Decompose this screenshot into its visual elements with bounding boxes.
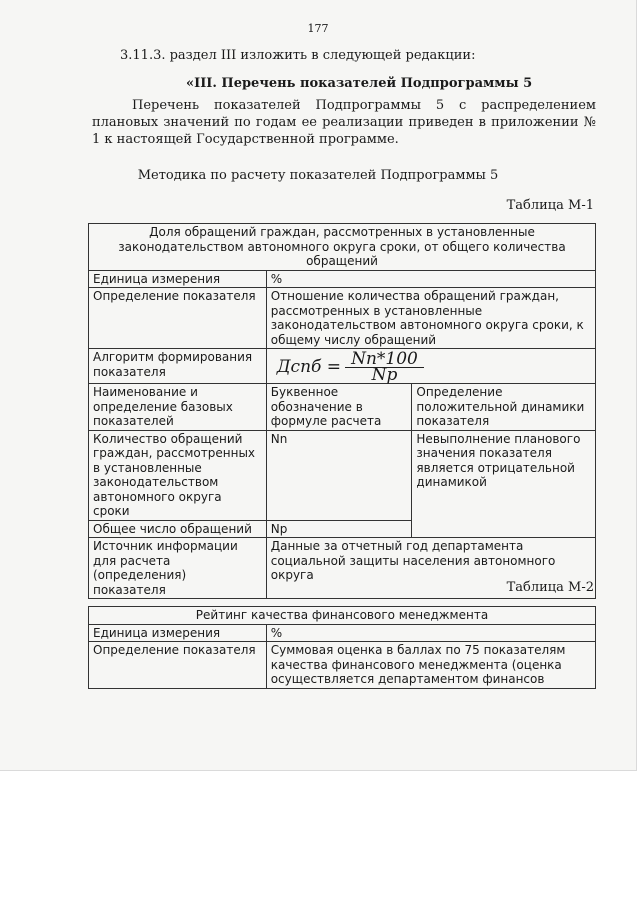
table-m1 <box>88 223 596 599</box>
formula <box>271 349 424 385</box>
table-row <box>89 349 596 384</box>
table2-definition-value: Суммовая оценка в баллах по 75 показателям качества финансового менеджмента (оценка осуществляется департаментом финансов <box>266 642 595 689</box>
table1-source-value: Данные за отчетный год департамента социальной защиты населения автономного округа <box>266 538 595 599</box>
formula-lhs: Дспб = <box>276 356 342 377</box>
table1-base-col1: Наименование и определение базовых показателей <box>89 384 267 431</box>
table1-row2-symbol: Np <box>266 520 412 538</box>
table1-dynamics: Невыполнение планового значения показателя является отрицательной динамикой <box>412 430 596 538</box>
table1-row1-symbol: Nn <box>266 430 412 520</box>
table1-algorithm-label: Алгоритм формирования показателя <box>89 349 267 384</box>
table1-base-col2: Буквенное обозначение в формуле расчета <box>266 384 412 431</box>
table1-unit-value: % <box>266 270 595 288</box>
table2-unit-value: % <box>266 624 595 642</box>
formula-fraction <box>345 349 424 385</box>
formula-numerator: Nn*100 <box>345 352 424 368</box>
methodology-title: Методика по расчету показателей Подпрограммы 5 <box>137 168 499 183</box>
table-row <box>89 270 596 288</box>
table-m2 <box>88 606 596 689</box>
table-row <box>89 384 596 431</box>
section-title: «III. Перечень показателей Подпрограммы 5 <box>186 76 533 91</box>
page-number: 177 <box>307 22 329 35</box>
table1-formula <box>266 349 595 384</box>
table2-header: Рейтинг качества финансового менеджмента <box>89 607 596 625</box>
table1-definition-value: Отношение количества обращений граждан, рассмотренных в установленные законодательством автономного округа сроки, к общему числу обращений <box>266 288 595 349</box>
table1-header: Доля обращений граждан, рассмотренных в установленные законодательством автономного округа сроки, от общего количества обращений <box>89 224 596 271</box>
table1-row2-name: Общее число обращений <box>89 520 267 538</box>
table2-definition-label: Определение показателя <box>89 642 267 689</box>
table-row <box>89 642 596 689</box>
table2-label: Таблица М-2 <box>506 580 594 595</box>
table1-row1-name: Количество обращений граждан, рассмотренных в установленные законодательством автономного округа сроки <box>89 430 267 520</box>
table2-unit-label: Единица измерения <box>89 624 267 642</box>
table-row <box>89 224 596 271</box>
formula-denominator: Np <box>371 364 398 385</box>
table-row <box>89 624 596 642</box>
table1-definition-label: Определение показателя <box>89 288 267 349</box>
table1-unit-label: Единица измерения <box>89 270 267 288</box>
table1-base-col3: Определение положительной динамики показателя <box>412 384 596 431</box>
table1-label: Таблица М-1 <box>506 198 594 213</box>
table1-source-label: Источник информации для расчета (определения) показателя <box>89 538 267 599</box>
table-row <box>89 430 596 520</box>
intro-line: 3.11.3. раздел III изложить в следующей редакции: <box>120 48 476 63</box>
table-row <box>89 607 596 625</box>
intro-paragraph: Перечень показателей Подпрограммы 5 с распределением плановых значений по годам ее реализации приведен в приложении № 1 к настоящей Государственной программе. <box>92 98 596 147</box>
table-row <box>89 288 596 349</box>
